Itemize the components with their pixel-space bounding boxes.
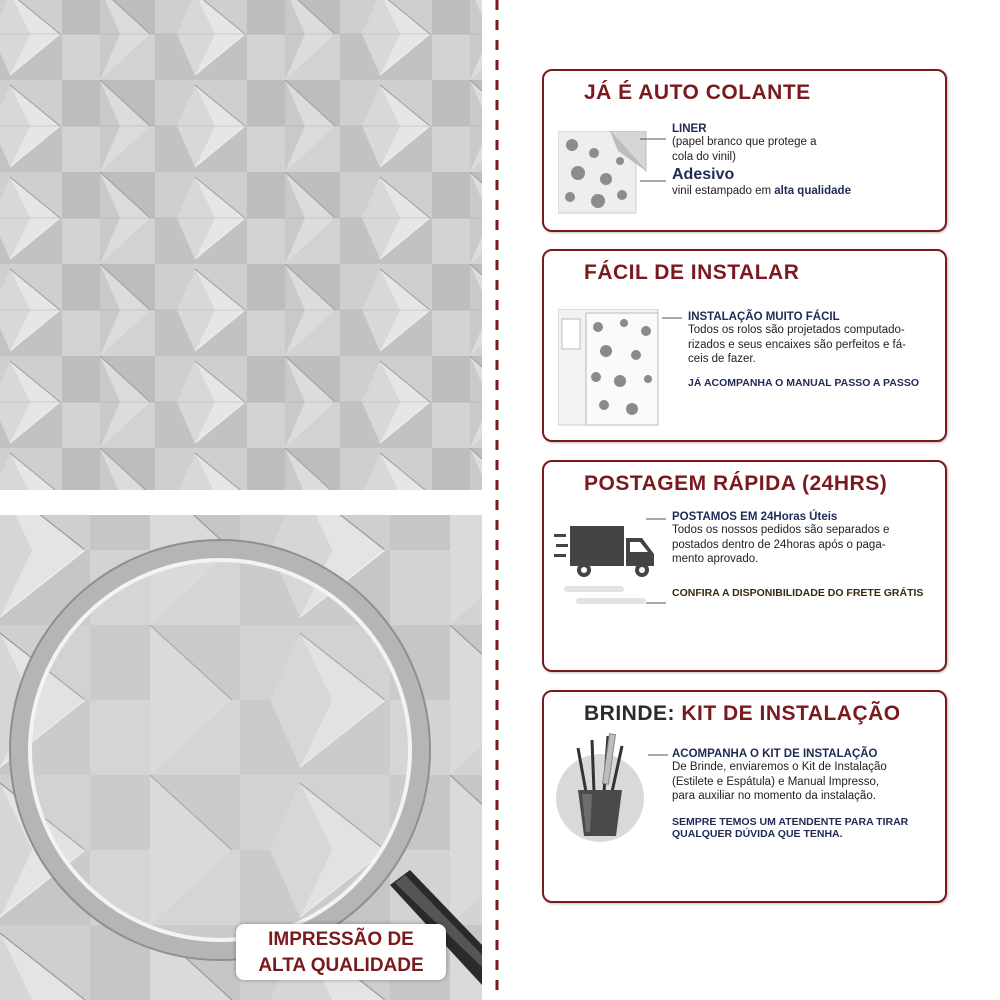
card-title-fast-shipping: POSTAGEM RÁPIDA (24HRS) bbox=[584, 472, 888, 495]
card-title-easy-install: FÁCIL DE INSTALAR bbox=[584, 261, 800, 284]
install-line-3: ceis de fazer. bbox=[688, 353, 756, 365]
card-title-self-adhesive: JÁ É AUTO COLANTE bbox=[584, 81, 811, 104]
install-line-2: rizados e seus encaixes são perfeitos e fá- bbox=[688, 338, 906, 351]
liner-desc-1: (papel branco que protege a bbox=[672, 136, 817, 148]
pointer-lines bbox=[640, 133, 670, 193]
tool-cup-icon bbox=[550, 732, 650, 844]
delivery-truck-icon bbox=[554, 522, 654, 614]
adhesive-title: Adesivo bbox=[672, 166, 735, 183]
geometric-pattern bbox=[0, 0, 482, 490]
shipping-line-2: postados dentro de 24horas após o paga- bbox=[672, 538, 886, 551]
quality-badge bbox=[236, 924, 446, 980]
install-manual-note: JÁ ACOMPANHA O MANUAL PASSO A PASSO bbox=[688, 376, 920, 389]
card-title-gift bbox=[584, 702, 901, 726]
shipping-line-3: mento aprovado. bbox=[672, 553, 759, 565]
adhesive-desc-bold: alta qualidade bbox=[774, 185, 851, 197]
gift-line-1: De Brinde, enviaremos o Kit de Instalação bbox=[672, 761, 887, 773]
liner-title: LINER bbox=[672, 123, 707, 135]
pointer-line bbox=[648, 750, 672, 760]
install-heading: INSTALAÇÃO MUITO FÁCIL bbox=[688, 311, 840, 323]
wallpaper-door-icon bbox=[558, 309, 666, 427]
gift-title-dark: BRINDE: bbox=[584, 702, 675, 725]
dashed-divider bbox=[490, 0, 504, 1000]
liner-desc-2: cola do vinil) bbox=[672, 150, 736, 163]
shipping-heading: POSTAMOS EM 24Horas Úteis bbox=[672, 511, 838, 523]
support-line-2: QUALQUER DÚVIDA QUE TENHA. bbox=[672, 827, 843, 840]
install-line-1: Todos os rolos são projetados computado- bbox=[688, 324, 905, 336]
pointer-line bbox=[662, 313, 686, 323]
quality-badge-line2: ALTA QUALIDADE bbox=[258, 955, 424, 976]
adhesive-desc bbox=[672, 184, 937, 199]
card-fast-shipping bbox=[542, 460, 947, 672]
vinyl-peel-icon bbox=[558, 131, 648, 216]
card-self-adhesive bbox=[542, 69, 947, 232]
adhesive-desc-text: vinil estampado em bbox=[672, 185, 772, 197]
free-shipping-note: CONFIRA A DISPONIBILIDADE DO FRETE GRÁTIS bbox=[672, 586, 924, 599]
card-easy-install bbox=[542, 249, 947, 442]
support-line-1: SEMPRE TEMOS UM ATENDENTE PARA TIRAR bbox=[672, 815, 909, 828]
gift-heading: ACOMPANHA O KIT DE INSTALAÇÃO bbox=[672, 748, 878, 760]
gift-title-accent: KIT DE INSTALAÇÃO bbox=[681, 702, 901, 725]
magnifier-glass-icon bbox=[10, 540, 430, 960]
gift-line-2: (Estilete e Espátula) e Manual Impresso, bbox=[672, 775, 880, 788]
card-gift-kit bbox=[542, 690, 947, 903]
quality-badge-line1: IMPRESSÃO DE bbox=[268, 929, 414, 950]
wallpaper-pattern-image bbox=[0, 0, 482, 490]
shipping-line-1: Todos os nossos pedidos são separados e bbox=[672, 524, 890, 536]
gift-line-3: para auxiliar no momento da instalação. bbox=[672, 790, 876, 802]
